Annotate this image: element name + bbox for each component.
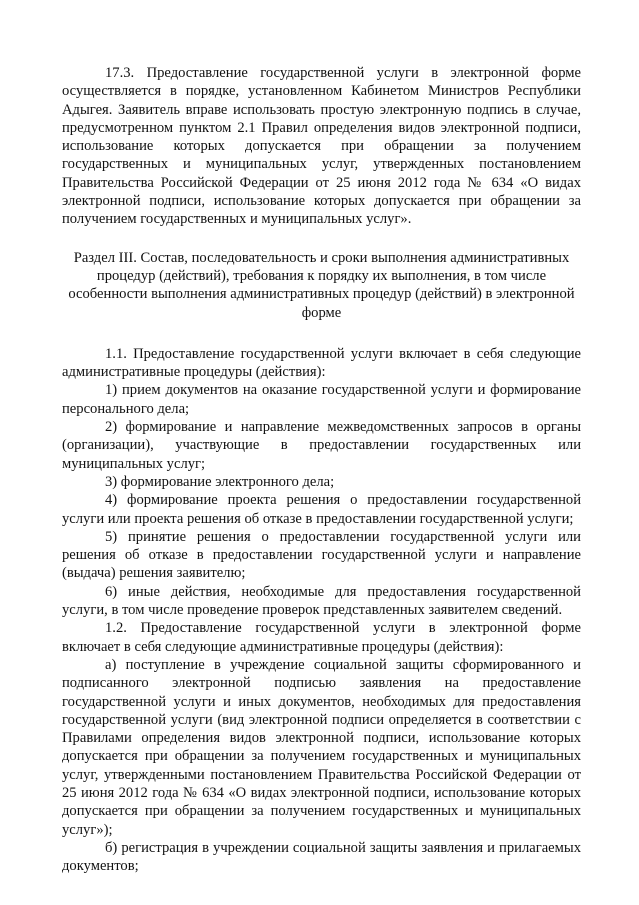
- paragraph-1-1: 1.1. Предоставление государственной услуги включает в себя следующие административные процедуры (действия):: [62, 345, 581, 381]
- list-item-1-1-4: 4) формирование проекта решения о предоставлении государственной услуги или проекта решения об отказе в предоставлении государственной услуги;: [62, 492, 581, 527]
- list-item-1-2-a: а) поступление в учреждение социальной защиты сформированного и подписанного электронной подписью заявления на предоставление государственной услуги и иных документов, необходимых для предоставления государственной услуги (вид электронной подписи определяется в соответствии с Правилами определения видов электронной подписи, использование которых допускается при обращении за получением государственных и муниципальных услуг, утвержденными постановлением Правительства Российской Федерации от 25 июня 2012 года № 634 «О видах электронной подписи, использование которых допускается при обращении за получением государственных и муниципальных услуг»);: [62, 656, 581, 838]
- list-item-1-1-2: 2) формирование и направление межведомственных запросов в органы (организации), участвующие в предоставлении государственных или муниципальных услуг;: [62, 419, 581, 472]
- paragraph-17-3: 17.3. Предоставление государственной услуги в электронной форме осуществляется в порядке, установленном Кабинетом Министров Республики Адыгея. Заявитель вправе использовать простую электронную подпись в случае, предусмотренном пунктом 2.1 Правил определения видов электронной подписи, использование которых допускается при обращении за получением государственных и муниципальных услуг, утвержденных постановлением Правительства Российской Федерации от 25 июня 2012 года № 634 «О видах электронной подписи, использование которых допускается при обращении за получением государственных и муниципальных услуг».: [62, 65, 581, 228]
- paragraph-1-2: 1.2. Предоставление государственной услуги в электронной форме включает в себя следующие административные процедуры (действия):: [62, 620, 581, 655]
- list-item-1-2-b: б) регистрация в учреждении социальной защиты заявления и прилагаемых документов;: [62, 839, 581, 875]
- list-item-1-1-3: 3) формирование электронного дела;: [105, 473, 335, 490]
- list-item-1-1-6: 6) иные действия, необходимые для предоставления государственной услуги, в том числе проведение проверок представленных заявителем сведений.: [62, 583, 581, 619]
- list-item-1-1-1: 1) прием документов на оказание государственной услуги и формирование персонального дела;: [62, 382, 581, 417]
- list-item-1-1-5: 5) принятие решения о предоставлении государственной услуги или решения об отказе в предоставлении государственной услуги и направление (выдача) решения заявителю;: [62, 528, 581, 582]
- section-heading: Раздел III. Состав, последовательность и сроки выполнения административных процедур (действий), требования к порядку их выполнения, в том числе особенности выполнения административных процедур (действий) в электронной форме: [68, 249, 575, 321]
